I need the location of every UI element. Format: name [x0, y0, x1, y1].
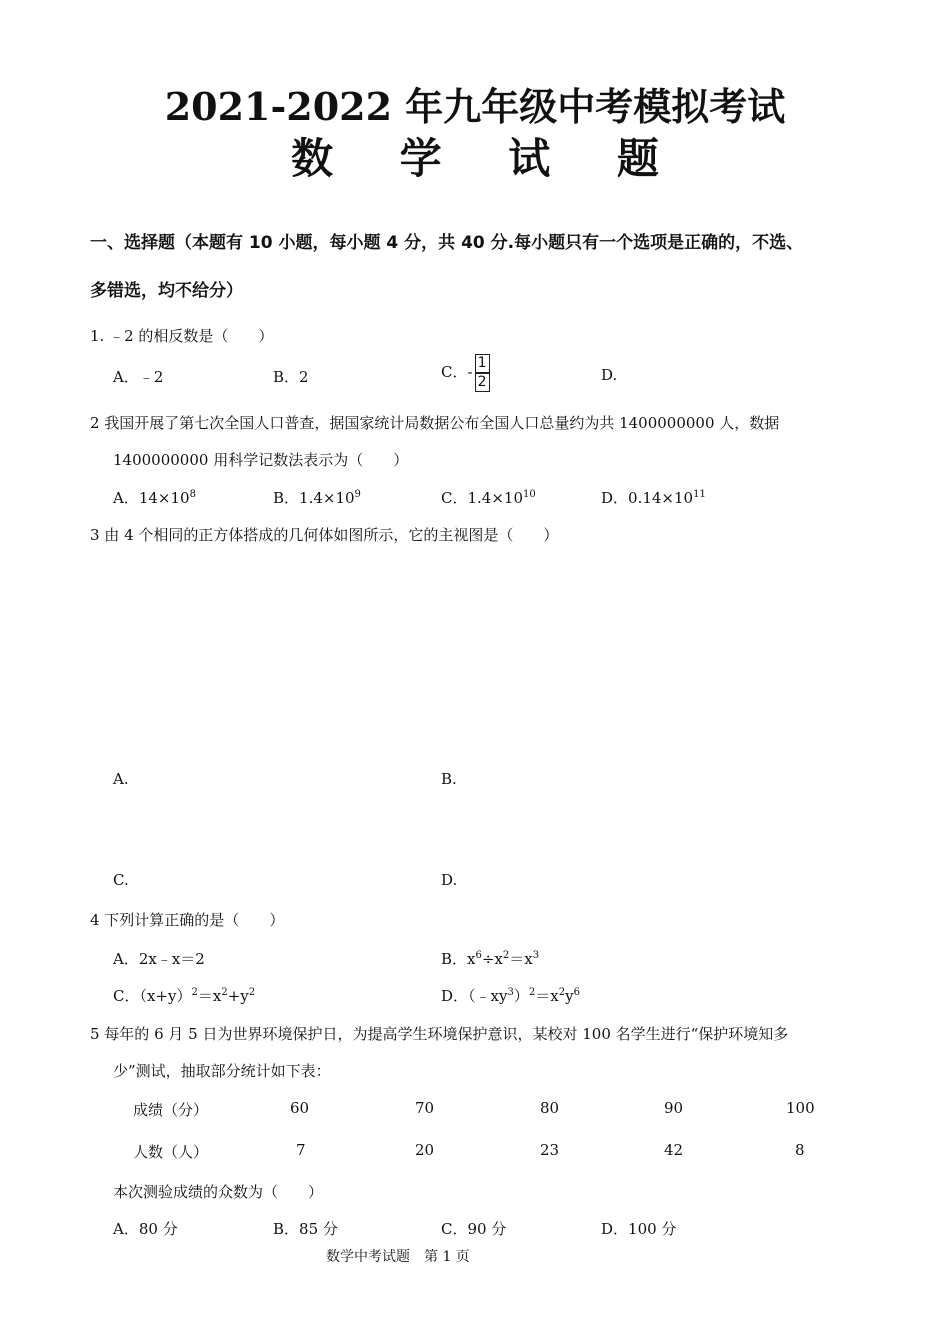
q3-stem: 3 由 4 个相同的正方体搭成的几何体如图所示，它的主视图是（ ）: [90, 526, 559, 544]
q2-b-base: B．1.4×10: [273, 489, 355, 507]
q4-option-b: [441, 948, 539, 969]
q3-option-d: D.: [441, 871, 458, 889]
q2-option-b: [273, 487, 361, 508]
q1-stem: 1. ﹣2 的相反数是（ ）: [90, 327, 274, 345]
q4-b-exp: 6: [475, 950, 482, 961]
q4-c-exp: 2: [191, 987, 198, 998]
q1-option-a: A．﹣2: [113, 368, 164, 386]
q5-stem-line2: 少”测试，抽取部分统计如下表：: [113, 1062, 331, 1080]
q2-stem-line2: 1400000000 用科学记数法表示为（ ）: [113, 451, 409, 469]
q3-option-a: A.: [113, 770, 129, 788]
table-cell: 80: [540, 1099, 560, 1117]
table-row-label: 成绩（分）: [133, 1101, 209, 1119]
table-cell: 90: [664, 1099, 684, 1117]
q4-d-part: y: [565, 987, 574, 1005]
q2-option-d: [601, 487, 706, 508]
q4-c-exp: 2: [221, 987, 228, 998]
q3-option-b: B.: [441, 770, 457, 788]
table-cell: 7: [296, 1141, 306, 1159]
q4-option-c: [113, 985, 255, 1006]
q5-option-c: C．90 分: [441, 1220, 507, 1238]
q5-stem-line1: 5 每年的 6 月 5 日为世界环境保护日，为提高学生环境保护意识，某校对 100 名学生进行“保护环境知多: [90, 1025, 789, 1043]
q4-stem: 4 下列计算正确的是（ ）: [90, 911, 285, 929]
q4-b-exp: 2: [502, 950, 510, 961]
q4-option-a: A．2x﹣x＝2: [113, 950, 205, 968]
fraction-denominator: 2: [475, 373, 490, 392]
q2-d-exp: 11: [693, 489, 706, 500]
q4-d-exp: 6: [573, 987, 580, 998]
q2-option-a: [113, 487, 196, 508]
q4-c-part: C．（x+y）: [113, 987, 192, 1005]
table-cell: 20: [415, 1141, 435, 1159]
table-cell: 100: [786, 1099, 815, 1117]
q2-b-exp: 9: [354, 489, 361, 500]
q4-option-d: [441, 985, 580, 1006]
q2-option-c: [441, 487, 536, 508]
q4-d-part: ＝x: [535, 987, 559, 1005]
q3-option-c: C.: [113, 871, 129, 889]
q5-question: 本次测验成绩的众数为（ ）: [113, 1183, 324, 1201]
q4-d-part: D．（﹣xy: [441, 987, 508, 1005]
q4-c-exp: 2: [248, 987, 256, 998]
q5-option-d: D．100 分: [601, 1220, 677, 1238]
q5-option-a: A．80 分: [113, 1220, 178, 1238]
table-cell: 23: [540, 1141, 560, 1159]
q2-a-base: A．14×10: [113, 489, 190, 507]
table-cell: 70: [415, 1099, 435, 1117]
q1-option-c-prefix: C．-: [441, 363, 473, 381]
q1-option-b: B．2: [273, 368, 309, 386]
exam-title: 2021-2022 年九年级中考模拟考试: [164, 84, 786, 129]
table-row-label: 人数（人）: [133, 1143, 209, 1161]
section-heading-line2: 多错选，均不给分）: [90, 281, 243, 301]
q4-b-part: ＝x: [509, 950, 533, 968]
q4-c-part: +y: [227, 987, 249, 1005]
q4-d-exp: 2: [528, 987, 536, 998]
q4-c-part: ＝x: [197, 987, 222, 1005]
q1-option-d: D.: [601, 366, 618, 384]
q2-stem-line1: 2 我国开展了第七次全国人口普查，据国家统计局数据公布全国人口总量约为共 1400000000 人，数据: [90, 414, 780, 432]
table-cell: 42: [664, 1141, 684, 1159]
fraction: [475, 354, 490, 392]
q4-b-part: B．x: [441, 950, 476, 968]
fraction-numerator: 1: [475, 354, 490, 373]
q1-option-c: [441, 354, 490, 392]
q2-d-base: D．0.14×10: [601, 489, 694, 507]
page-footer: 数学中考试题 第 1 页: [326, 1249, 470, 1265]
q4-d-exp: 3: [507, 987, 514, 998]
table-cell: 60: [290, 1099, 310, 1117]
subject-title: 数 学 试 题: [291, 134, 685, 183]
table-cell: 8: [795, 1141, 805, 1159]
q2-a-exp: 8: [189, 489, 196, 500]
q4-d-part: ）: [513, 987, 529, 1005]
q4-b-part: ÷x: [481, 950, 503, 968]
q4-d-exp: 2: [558, 987, 566, 998]
section-heading-line1: 一、选择题（本题有 10 小题，每小题 4 分，共 40 分.每小题只有一个选项是正确的，不选、: [90, 233, 804, 253]
q2-c-exp: 10: [523, 489, 536, 500]
q4-b-exp: 3: [532, 950, 540, 961]
q2-c-base: C．1.4×10: [441, 489, 523, 507]
q5-option-b: B．85 分: [273, 1220, 338, 1238]
